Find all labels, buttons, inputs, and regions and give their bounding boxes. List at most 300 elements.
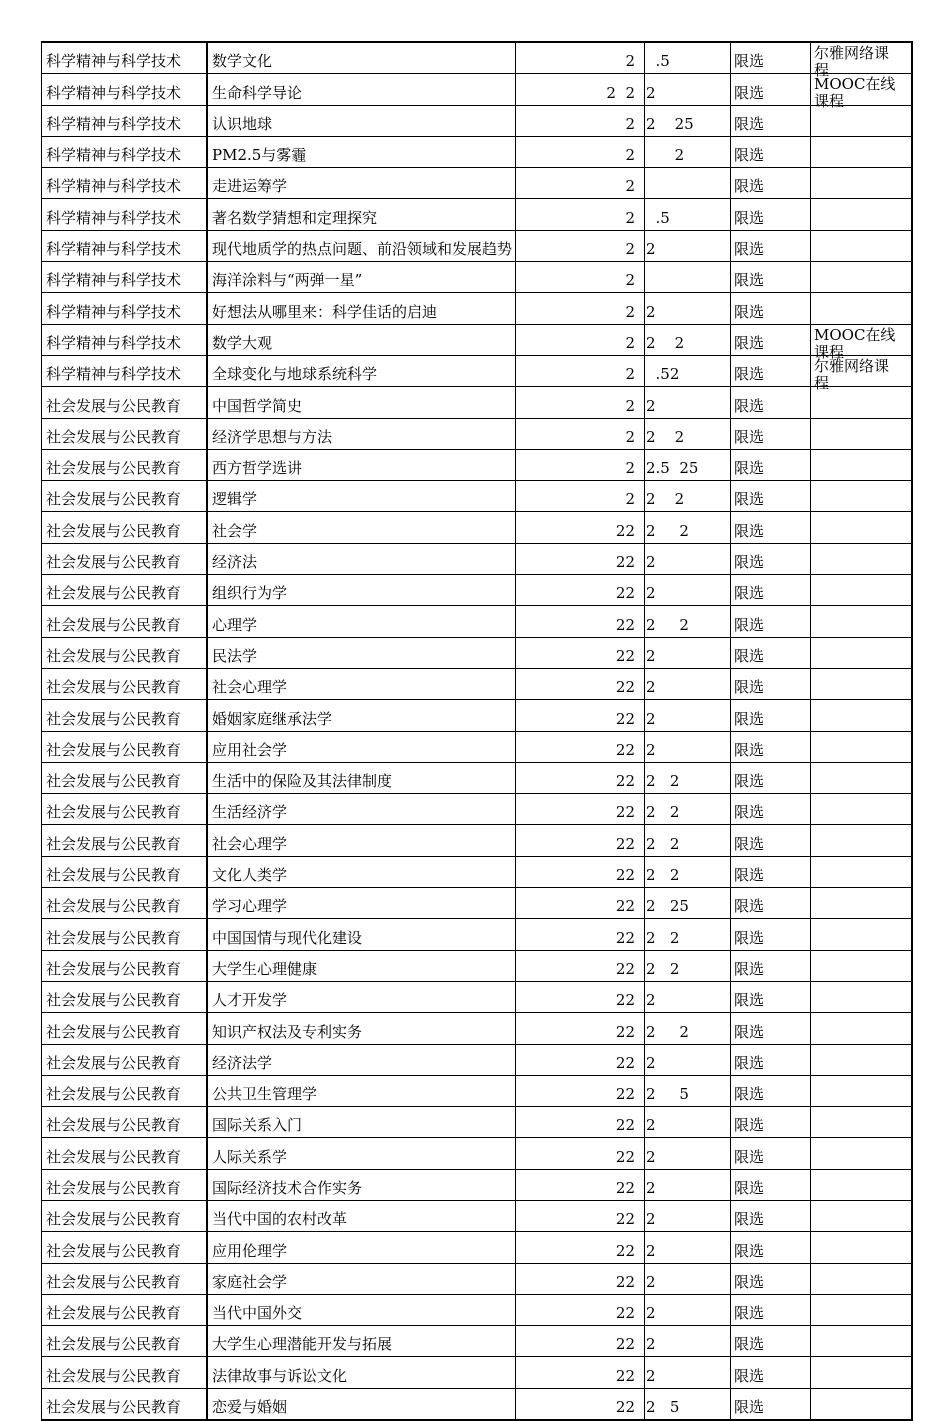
hours-cell-text: 2 [646, 1366, 656, 1385]
credit-cell-text: 22 [615, 584, 635, 603]
hours-cell [645, 700, 731, 731]
table-row [42, 1075, 913, 1106]
hours-cell [645, 1388, 731, 1420]
table-row [42, 168, 913, 199]
course-type-cell: 限选 [731, 1263, 811, 1294]
category-cell: 社会发展与公民教育 [42, 543, 208, 574]
credit-cell-text: 22 [615, 1398, 635, 1417]
course-type-cell: 限选 [731, 700, 811, 731]
hours-cell-text: 2 [646, 1210, 656, 1229]
course-name-cell: 社会心理学 [207, 825, 516, 856]
credit-cell-text: 22 [615, 866, 635, 885]
credit-cell-text: 2 [625, 146, 635, 165]
course-name-cell: 恋爱与婚姻 [207, 1388, 516, 1420]
course-name-cell: 经济法 [207, 543, 516, 574]
hours-cell [645, 199, 731, 230]
credit-cell [516, 387, 645, 418]
hours-cell-text: 2 2 [646, 427, 685, 446]
hours-cell [645, 449, 731, 480]
hours-cell-text: 2 [646, 1272, 656, 1291]
category-cell: 社会发展与公民教育 [42, 856, 208, 887]
hours-cell-text: 2 2 [646, 1022, 689, 1041]
category-cell: 社会发展与公民教育 [42, 637, 208, 668]
note-cell [811, 1294, 913, 1325]
course-type-cell: 限选 [731, 355, 811, 386]
category-cell: 社会发展与公民教育 [42, 1013, 208, 1044]
hours-cell-text: 2 5 [646, 1085, 689, 1104]
course-type-cell: 限选 [731, 74, 811, 105]
credit-cell-text: 2 [625, 114, 635, 133]
hours-cell [645, 731, 731, 762]
table-row [42, 668, 913, 699]
credit-cell-text: 22 [615, 709, 635, 728]
course-name-cell: 当代中国的农村改革 [207, 1200, 516, 1231]
note-cell [811, 950, 913, 981]
course-type-cell: 限选 [731, 762, 811, 793]
credit-cell [516, 42, 645, 74]
course-name-cell: 数学大观 [207, 324, 516, 355]
hours-cell [645, 950, 731, 981]
category-cell: 社会发展与公民教育 [42, 888, 208, 919]
credit-cell-text: 22 [615, 553, 635, 572]
credit-cell [516, 418, 645, 449]
category-cell: 科学精神与科学技术 [42, 168, 208, 199]
hours-cell-text: 2 [646, 83, 656, 102]
table-row [42, 1138, 913, 1169]
hours-cell-text: 2 2 [646, 834, 680, 853]
credit-cell [516, 794, 645, 825]
course-type-cell: 限选 [731, 1107, 811, 1138]
table-row [42, 42, 913, 74]
course-type-cell: 限选 [731, 856, 811, 887]
credit-cell [516, 324, 645, 355]
hours-cell-text: 2 [646, 1335, 656, 1354]
table-row [42, 105, 913, 136]
course-name-cell: 经济法学 [207, 1044, 516, 1075]
category-cell: 社会发展与公民教育 [42, 981, 208, 1012]
category-cell: 社会发展与公民教育 [42, 950, 208, 981]
credit-cell [516, 1169, 645, 1200]
hours-cell [645, 1138, 731, 1169]
hours-cell [645, 1232, 731, 1263]
hours-cell-text: 2.5 25 [646, 459, 699, 478]
hours-cell [645, 136, 731, 167]
course-name-cell: 婚姻家庭继承法学 [207, 700, 516, 731]
hours-cell-text: 2 2 [646, 490, 685, 509]
table-row [42, 950, 913, 981]
category-cell: 社会发展与公民教育 [42, 1294, 208, 1325]
course-type-cell: 限选 [731, 136, 811, 167]
credit-cell-text: 22 [615, 740, 635, 759]
category-cell: 科学精神与科学技术 [42, 293, 208, 324]
hours-cell [645, 355, 731, 386]
table-row [42, 794, 913, 825]
credit-cell [516, 731, 645, 762]
note-cell [811, 387, 913, 418]
note-cell-text: MOOC在线课程 [814, 325, 896, 361]
category-cell: 科学精神与科学技术 [42, 230, 208, 261]
course-name-cell: 海洋涂料与“两弹一星” [207, 262, 516, 293]
hours-cell [645, 919, 731, 950]
course-name-cell: 公共卫生管理学 [207, 1075, 516, 1106]
category-cell: 社会发展与公民教育 [42, 1107, 208, 1138]
note-cell [811, 481, 913, 512]
course-name-cell: 应用社会学 [207, 731, 516, 762]
course-name-cell: 好想法从哪里来：科学佳话的启迪 [207, 293, 516, 324]
hours-cell [645, 794, 731, 825]
course-name-cell: 现代地质学的热点问题、前沿领域和发展趋势 [207, 230, 516, 261]
table-row [42, 919, 913, 950]
hours-cell [645, 1013, 731, 1044]
note-cell [811, 355, 913, 392]
category-cell: 社会发展与公民教育 [42, 1200, 208, 1231]
course-type-cell: 限选 [731, 1075, 811, 1106]
note-cell [811, 105, 913, 136]
credit-cell [516, 105, 645, 136]
category-cell: 科学精神与科学技术 [42, 136, 208, 167]
hours-cell [645, 575, 731, 606]
hours-cell [645, 1169, 731, 1200]
course-name-cell: 大学生心理健康 [207, 950, 516, 981]
hours-cell-text: 2 2 [646, 866, 680, 885]
credit-cell [516, 606, 645, 637]
course-table [41, 41, 913, 1421]
note-cell [811, 825, 913, 856]
hours-cell-text: 2 [646, 1116, 656, 1135]
category-cell: 社会发展与公民教育 [42, 1326, 208, 1357]
credit-cell [516, 637, 645, 668]
table-row [42, 1232, 913, 1263]
course-type-cell: 限选 [731, 575, 811, 606]
table-row [42, 1044, 913, 1075]
course-name-cell: 认识地球 [207, 105, 516, 136]
course-name-cell: 中国哲学简史 [207, 387, 516, 418]
category-cell: 社会发展与公民教育 [42, 919, 208, 950]
course-name-cell: 社会学 [207, 512, 516, 543]
hours-cell-text: .52 [646, 365, 680, 384]
hours-cell [645, 168, 731, 199]
credit-cell [516, 700, 645, 731]
course-name-cell: 著名数学猜想和定理探究 [207, 199, 516, 230]
course-name-cell: 文化人类学 [207, 856, 516, 887]
course-type-cell: 限选 [731, 262, 811, 293]
table-row [42, 481, 913, 512]
note-cell [811, 856, 913, 887]
hours-cell-text: 2 2 [646, 615, 689, 634]
note-cell [811, 700, 913, 731]
course-type-cell: 限选 [731, 512, 811, 543]
category-cell: 科学精神与科学技术 [42, 324, 208, 355]
category-cell: 社会发展与公民教育 [42, 1263, 208, 1294]
category-cell: 社会发展与公民教育 [42, 449, 208, 480]
hours-cell-text: 2 2 [646, 928, 680, 947]
course-name-cell: 全球变化与地球系统科学 [207, 355, 516, 386]
hours-cell-text: 2 [646, 1178, 656, 1197]
hours-cell [645, 606, 731, 637]
note-cell-text: 尔雅网络课程 [814, 356, 890, 392]
credit-cell-text: 2 [625, 208, 635, 227]
category-cell: 社会发展与公民教育 [42, 387, 208, 418]
hours-cell [645, 1294, 731, 1325]
course-type-cell: 限选 [731, 418, 811, 449]
course-type-cell: 限选 [731, 387, 811, 418]
note-cell [811, 1232, 913, 1263]
hours-cell-text: 2 [646, 584, 656, 603]
hours-cell [645, 230, 731, 261]
credit-cell-text: 22 [615, 615, 635, 634]
hours-cell-text: .5 [646, 208, 670, 227]
course-name-cell: 民法学 [207, 637, 516, 668]
credit-cell [516, 762, 645, 793]
course-name-cell: 大学生心理潜能开发与拓展 [207, 1326, 516, 1357]
category-cell: 社会发展与公民教育 [42, 481, 208, 512]
course-type-cell: 限选 [731, 825, 811, 856]
course-type-cell: 限选 [731, 606, 811, 637]
credit-cell-text: 22 [615, 897, 635, 916]
hours-cell [645, 1326, 731, 1357]
category-cell: 社会发展与公民教育 [42, 700, 208, 731]
course-name-cell: 法律故事与诉讼文化 [207, 1357, 516, 1388]
hours-cell [645, 543, 731, 574]
credit-cell [516, 168, 645, 199]
table-row [42, 1107, 913, 1138]
course-type-cell: 限选 [731, 324, 811, 355]
course-name-cell: 人才开发学 [207, 981, 516, 1012]
hours-cell-text: .5 [646, 52, 670, 71]
credit-cell [516, 355, 645, 386]
hours-cell-text: 2 [646, 146, 685, 165]
hours-cell [645, 637, 731, 668]
course-name-cell: 知识产权法及专利实务 [207, 1013, 516, 1044]
table-row [42, 230, 913, 261]
category-cell: 社会发展与公民教育 [42, 606, 208, 637]
credit-cell [516, 136, 645, 167]
credit-cell-text: 2 [625, 459, 635, 478]
course-type-cell: 限选 [731, 1169, 811, 1200]
category-cell: 社会发展与公民教育 [42, 731, 208, 762]
credit-cell [516, 262, 645, 293]
course-name-cell: 组织行为学 [207, 575, 516, 606]
credit-cell-text: 22 [615, 834, 635, 853]
course-type-cell: 限选 [731, 1200, 811, 1231]
note-cell [811, 74, 913, 111]
table-row [42, 1263, 913, 1294]
course-type-cell: 限选 [731, 637, 811, 668]
credit-cell-text: 2 [625, 271, 635, 290]
course-type-cell: 限选 [731, 1294, 811, 1325]
credit-cell-text: 22 [615, 521, 635, 540]
hours-cell [645, 262, 731, 293]
credit-cell [516, 512, 645, 543]
credit-cell [516, 856, 645, 887]
credit-cell [516, 74, 645, 105]
credit-cell [516, 1326, 645, 1357]
credit-cell-text: 2 [625, 302, 635, 321]
note-cell [811, 293, 913, 324]
course-type-cell: 限选 [731, 230, 811, 261]
note-cell [811, 731, 913, 762]
hours-cell-text: 2 [646, 678, 656, 697]
note-cell-text: MOOC在线课程 [814, 75, 896, 111]
category-cell: 科学精神与科学技术 [42, 262, 208, 293]
note-cell [811, 606, 913, 637]
category-cell: 社会发展与公民教育 [42, 575, 208, 606]
credit-cell-text: 2 [625, 427, 635, 446]
credit-cell [516, 1107, 645, 1138]
credit-cell-text: 22 [615, 928, 635, 947]
table-row [42, 1169, 913, 1200]
course-type-cell: 限选 [731, 1357, 811, 1388]
note-cell [811, 512, 913, 543]
credit-cell-text: 22 [615, 1116, 635, 1135]
note-cell [811, 168, 913, 199]
note-cell [811, 1326, 913, 1357]
course-type-cell: 限选 [731, 543, 811, 574]
credit-cell-text: 22 [615, 772, 635, 791]
hours-cell-text: 2 5 [646, 1398, 680, 1417]
credit-cell [516, 230, 645, 261]
course-type-cell: 限选 [731, 199, 811, 230]
note-cell [811, 1263, 913, 1294]
hours-cell [645, 1075, 731, 1106]
note-cell [811, 1200, 913, 1231]
course-type-cell: 限选 [731, 481, 811, 512]
note-cell [811, 1357, 913, 1388]
table-row [42, 543, 913, 574]
course-name-cell: 中国国情与现代化建设 [207, 919, 516, 950]
hours-cell [645, 105, 731, 136]
hours-cell-text: 2 [646, 396, 656, 415]
note-cell [811, 449, 913, 480]
credit-cell-text: 2 [625, 177, 635, 196]
hours-cell [645, 418, 731, 449]
category-cell: 社会发展与公民教育 [42, 825, 208, 856]
credit-cell [516, 293, 645, 324]
table-row [42, 856, 913, 887]
course-type-cell: 限选 [731, 950, 811, 981]
course-type-cell: 限选 [731, 1013, 811, 1044]
credit-cell [516, 981, 645, 1012]
credit-cell-text: 22 [615, 959, 635, 978]
hours-cell-text: 2 2 [646, 803, 680, 822]
hours-cell [645, 888, 731, 919]
hours-cell [645, 825, 731, 856]
table-row [42, 1200, 913, 1231]
category-cell: 社会发展与公民教育 [42, 1044, 208, 1075]
table-row [42, 262, 913, 293]
credit-cell-text: 22 [615, 803, 635, 822]
note-cell [811, 575, 913, 606]
credit-cell [516, 1044, 645, 1075]
credit-cell [516, 1075, 645, 1106]
credit-cell-text: 22 [615, 1085, 635, 1104]
note-cell [811, 1388, 913, 1420]
hours-cell [645, 668, 731, 699]
hours-cell [645, 324, 731, 355]
credit-cell [516, 919, 645, 950]
course-type-cell: 限选 [731, 668, 811, 699]
note-cell [811, 1075, 913, 1106]
course-name-cell: 生命科学导论 [207, 74, 516, 105]
table-row [42, 1326, 913, 1357]
hours-cell-text: 2 [646, 646, 656, 665]
course-type-cell: 限选 [731, 794, 811, 825]
credit-cell-text: 2 [625, 490, 635, 509]
category-cell: 科学精神与科学技术 [42, 355, 208, 386]
note-cell [811, 637, 913, 668]
course-table-body [42, 42, 913, 1420]
table-row [42, 387, 913, 418]
category-cell: 社会发展与公民教育 [42, 1357, 208, 1388]
course-type-cell: 限选 [731, 731, 811, 762]
hours-cell [645, 981, 731, 1012]
credit-cell [516, 950, 645, 981]
course-name-cell: 生活中的保险及其法律制度 [207, 762, 516, 793]
note-cell [811, 1138, 913, 1169]
hours-cell [645, 856, 731, 887]
hours-cell-text: 2 [646, 1304, 656, 1323]
category-cell: 社会发展与公民教育 [42, 1075, 208, 1106]
table-row [42, 1357, 913, 1388]
course-type-cell: 限选 [731, 1232, 811, 1263]
table-row [42, 418, 913, 449]
credit-cell-text: 22 [615, 1210, 635, 1229]
course-name-cell: 社会心理学 [207, 668, 516, 699]
credit-cell-text: 2 [625, 240, 635, 259]
credit-cell [516, 1138, 645, 1169]
table-row [42, 449, 913, 480]
table-row [42, 888, 913, 919]
category-cell: 社会发展与公民教育 [42, 512, 208, 543]
hours-cell [645, 1044, 731, 1075]
course-type-cell: 限选 [731, 105, 811, 136]
credit-cell [516, 1294, 645, 1325]
course-type-cell: 限选 [731, 1388, 811, 1420]
credit-cell-text: 22 [615, 1022, 635, 1041]
credit-cell-text: 22 [615, 991, 635, 1010]
note-cell [811, 199, 913, 230]
course-type-cell: 限选 [731, 1326, 811, 1357]
course-name-cell: 学习心理学 [207, 888, 516, 919]
category-cell: 社会发展与公民教育 [42, 1138, 208, 1169]
credit-cell [516, 199, 645, 230]
credit-cell [516, 575, 645, 606]
table-row [42, 606, 913, 637]
course-type-cell: 限选 [731, 981, 811, 1012]
note-cell [811, 794, 913, 825]
category-cell: 科学精神与科学技术 [42, 74, 208, 105]
hours-cell-text: 2 [646, 1241, 656, 1260]
table-row [42, 199, 913, 230]
category-cell: 社会发展与公民教育 [42, 762, 208, 793]
course-type-cell: 限选 [731, 168, 811, 199]
category-cell: 科学精神与科学技术 [42, 199, 208, 230]
hours-cell [645, 762, 731, 793]
hours-cell-text: 2 [646, 740, 656, 759]
note-cell [811, 1044, 913, 1075]
credit-cell-text: 22 [615, 1335, 635, 1354]
table-row [42, 293, 913, 324]
credit-cell-text: 2 [625, 396, 635, 415]
course-name-cell: 国际关系入门 [207, 1107, 516, 1138]
hours-cell-text: 2 [646, 553, 656, 572]
note-cell [811, 762, 913, 793]
hours-cell [645, 387, 731, 418]
hours-cell [645, 1357, 731, 1388]
credit-cell [516, 1263, 645, 1294]
note-cell [811, 42, 913, 79]
hours-cell [645, 42, 731, 74]
